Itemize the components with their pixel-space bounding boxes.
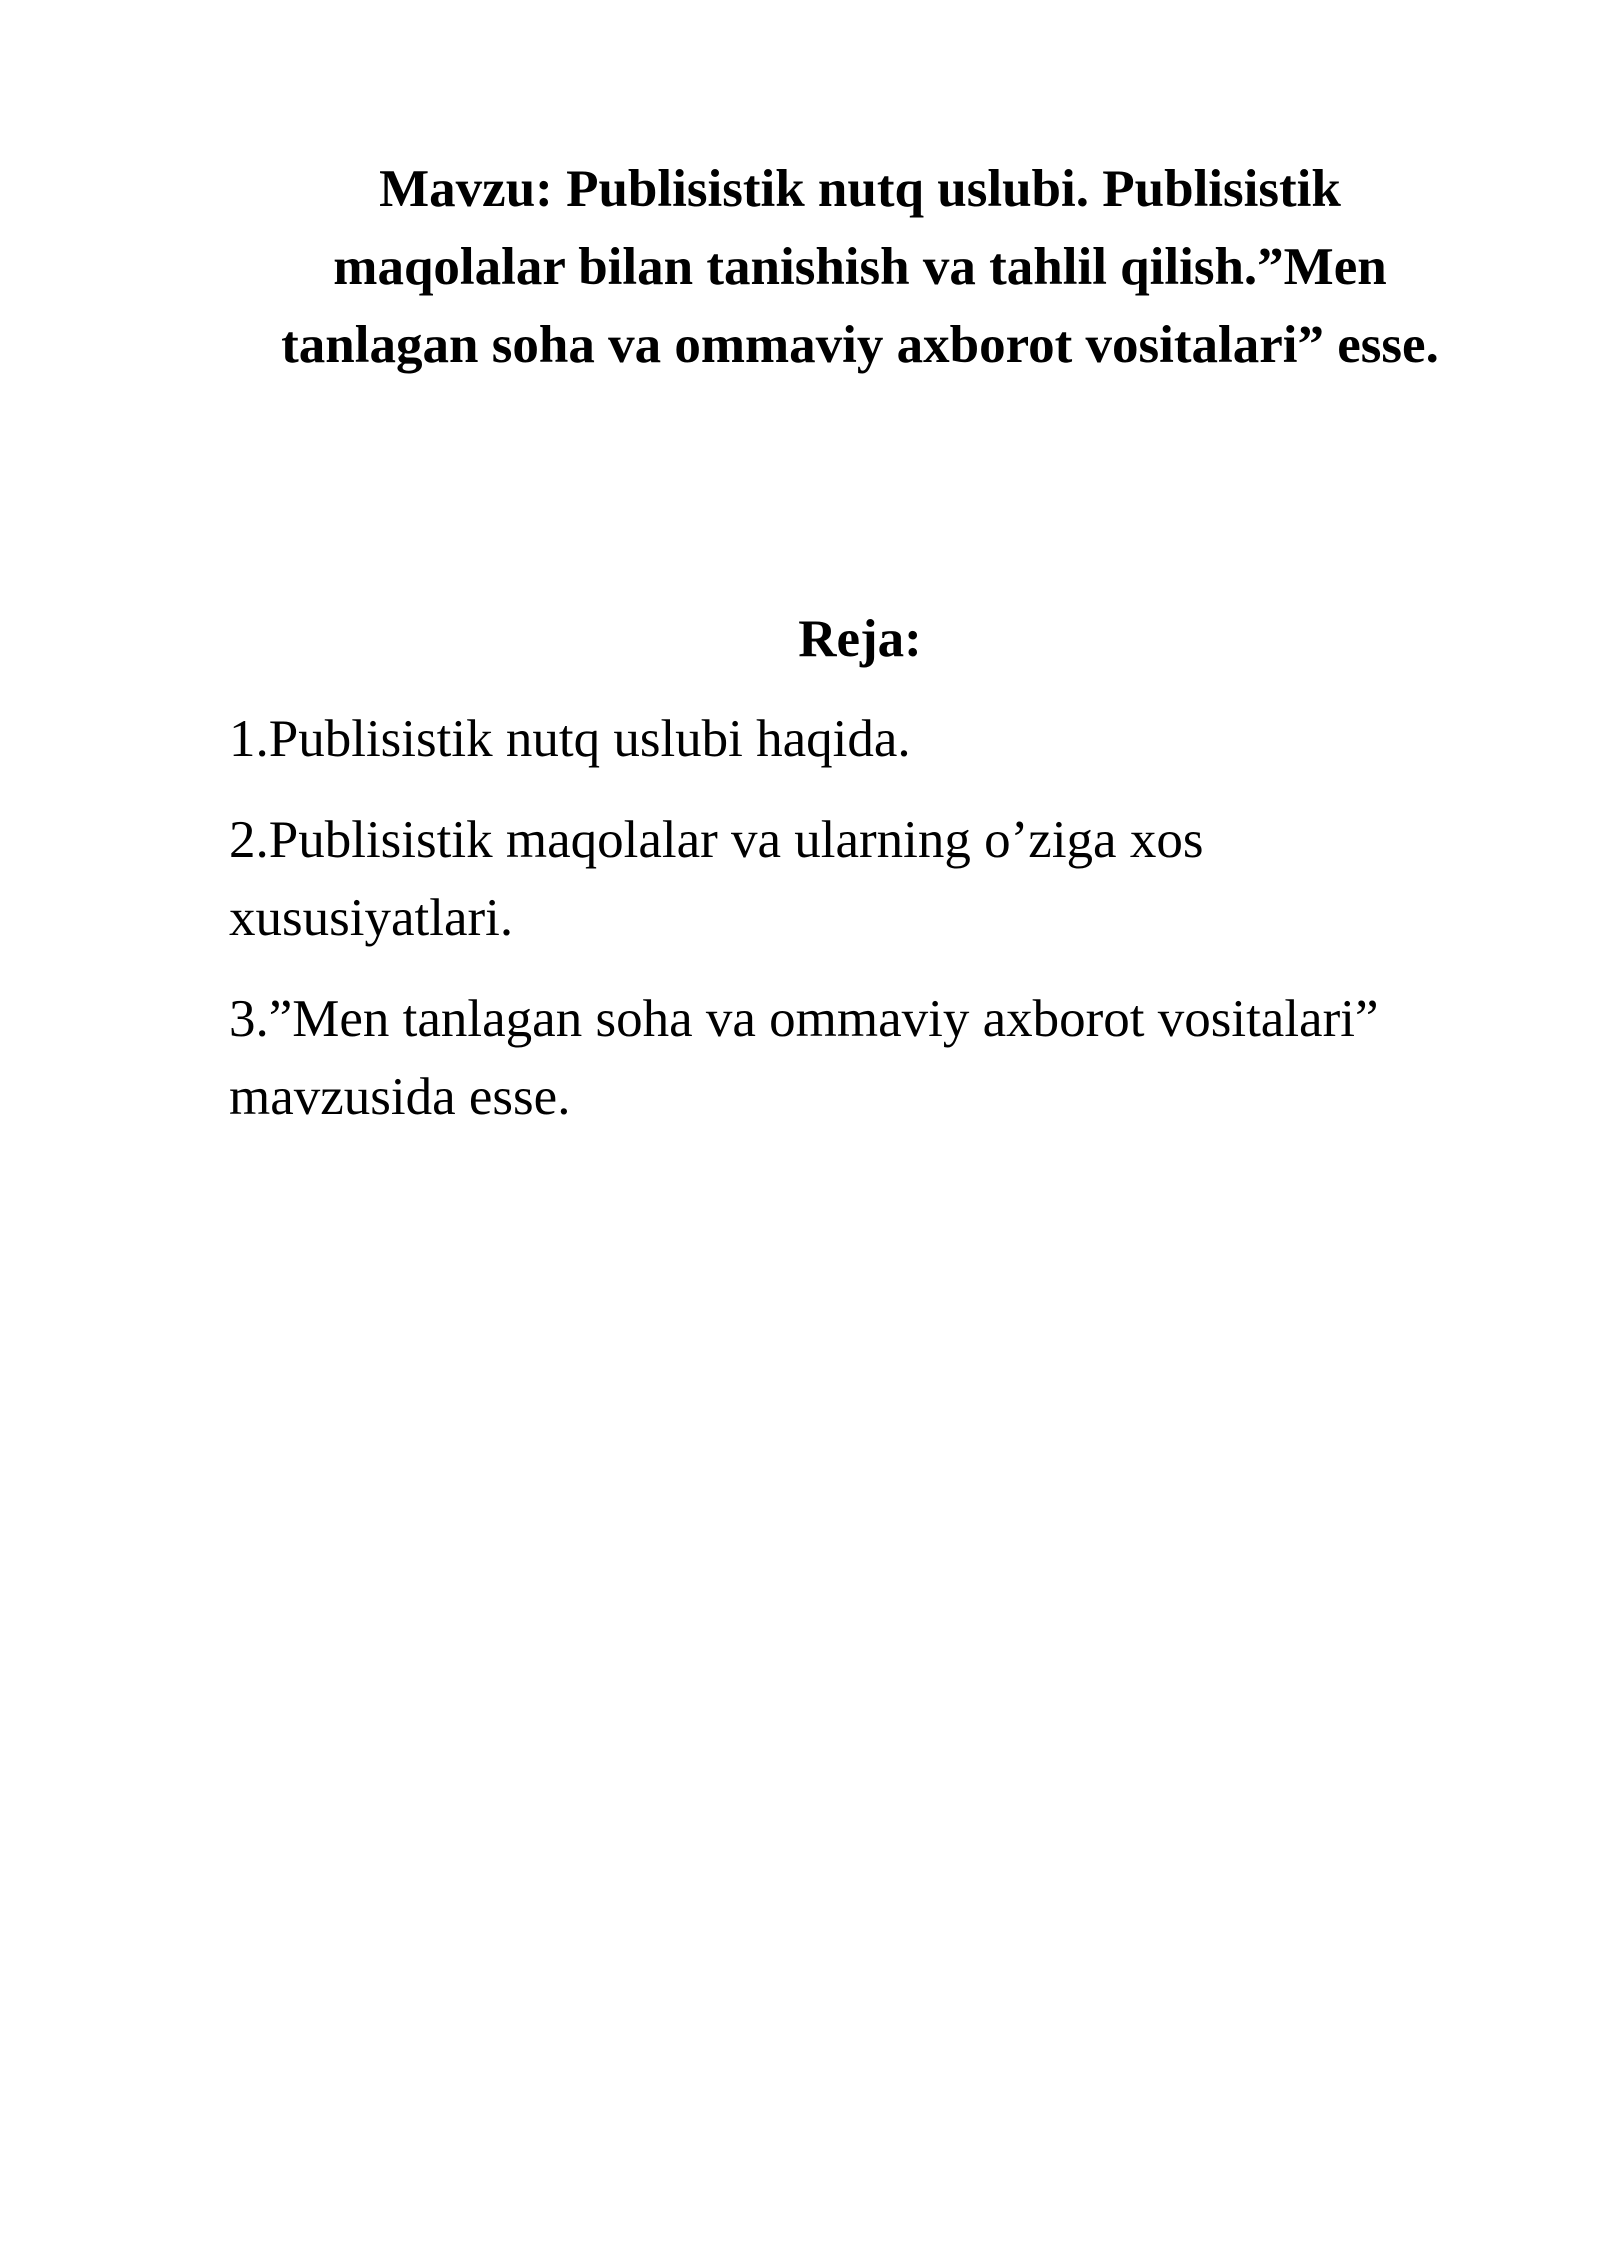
document-title: Mavzu: Publisistik nutq uslubi. Publisistik maqolalar bilan tanishish va tahlil qilish.”Men tanlagan soha va ommaviy axborot vositalari” esse. bbox=[281, 160, 1439, 374]
plan-heading: Reja: bbox=[798, 610, 922, 668]
plan-list bbox=[229, 700, 1409, 1159]
plan-item-3: 3.”Men tanlagan soha va ommaviy axborot vositalari” mavzusida esse. bbox=[229, 990, 1379, 1126]
plan-item-1: 1.Publisistik nutq uslubi haqida. bbox=[229, 710, 911, 768]
plan-item-2: 2.Publisistik maqolalar va ularning o’ziga xos xususiyatlari. bbox=[229, 811, 1204, 947]
